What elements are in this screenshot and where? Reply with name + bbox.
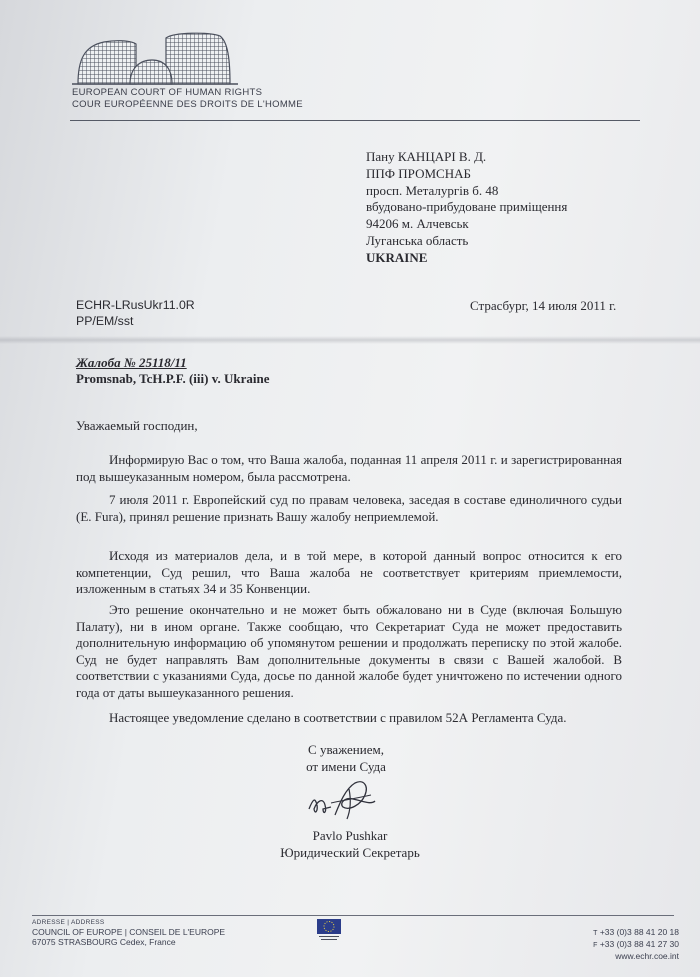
footer-address-label: ADRESSE | ADDRESS (32, 919, 105, 926)
closing-line: от имени Суда (306, 759, 386, 774)
footer-fax: F +33 (0)3 88 41 27 30 (593, 939, 679, 949)
footer-contacts (549, 927, 679, 962)
court-building-logo (70, 30, 240, 86)
reference-block (76, 297, 195, 329)
signer-title: Юридический Секретарь (280, 845, 420, 860)
place-and-date: Страсбург, 14 июля 2011 г. (470, 298, 617, 313)
court-name-fr: COUR EUROPÉENNE DES DROITS DE L'HOMME (72, 99, 303, 110)
body-paragraph: Настоящее уведомление сделано в соответствии с правилом 52А Регламента Суда. (109, 710, 567, 725)
complaint-number: Жалоба № 25118/11 (76, 355, 187, 370)
handwritten-signature (305, 775, 385, 827)
header-divider (70, 120, 640, 121)
footer-phone: T +33 (0)3 88 41 20 18 (593, 927, 679, 937)
closing-block (300, 741, 392, 775)
recipient-line: Пану КАНЦАРІ В. Д. (366, 149, 487, 164)
recipient-country: UKRAINE (366, 249, 428, 265)
body-paragraph: Это решение окончательно и не может быть обжаловано ни в Суде (включая Большую Палату), ни в ином органе. Также сообщаю, что Секретариат Суда не может предоставить дополнительную информацию об упомянутом решении и продолжать переписку по этой жалобе. Суд не будет направлять Вам дополнительные документы в связи с Вашей жалобой. В соответствии с указаниями Суда, досье по данной жалобе будет уничтожено по истечении одного года от даты вышеуказанного решения. (76, 602, 622, 700)
recipient-line: 94206 м. Алчевськ (366, 216, 469, 232)
body-paragraph: 7 июля 2011 г. Европейский суд по правам человека, заседая в составе единоличного судьи (E. Fura), принял решение признать Вашу жалобу неприемлемой. (76, 492, 622, 524)
court-name-en: EUROPEAN COURT OF HUMAN RIGHTS (72, 87, 263, 98)
body-paragraph: Информирую Вас о том, что Ваша жалоба, поданная 11 апреля 2011 г. и зарегистрированная под вышеуказанным номером, была рассмотрена. (76, 452, 622, 484)
footer-organization: COUNCIL OF EUROPE | CONSEIL DE L'EUROPE (32, 927, 226, 937)
salutation: Уважаемый господин, (76, 418, 198, 433)
recipient-line: просп. Металургів б. 48 (366, 182, 499, 198)
body-paragraph: Исходя из материалов дела, и в той мере, в которой данный вопрос относится к его компетенции, Суд решил, что Ваша жалоба не соответствует критериям приемлемости, изложенным в статьях 34 и 35 Конвенции. (76, 548, 622, 597)
case-title: Promsnab, TcH.P.F. (iii) v. Ukraine (76, 371, 270, 386)
reference-initials: PP/EM/sst (76, 314, 134, 328)
signer-name: Pavlo Pushkar (312, 828, 388, 843)
recipient-address (366, 149, 567, 267)
council-of-europe-logo (316, 918, 342, 942)
paper-fold (0, 336, 700, 344)
footer-address (32, 919, 225, 947)
recipient-line: ППФ ПРОМСНАБ (366, 165, 471, 181)
subject-block (76, 355, 269, 387)
closing-line: С уважением, (308, 742, 384, 757)
footer-website: www.echr.coe.int (615, 951, 679, 961)
recipient-line: вбудовано-прибудоване приміщення (366, 199, 568, 215)
recipient-line: Луганська область (366, 232, 469, 248)
reference-code: ECHR-LRusUkr11.0R (76, 298, 195, 312)
footer-divider (32, 915, 674, 916)
footer-street-address: 67075 STRASBOURG Cedex, France (32, 937, 176, 947)
signer-block (277, 827, 423, 861)
